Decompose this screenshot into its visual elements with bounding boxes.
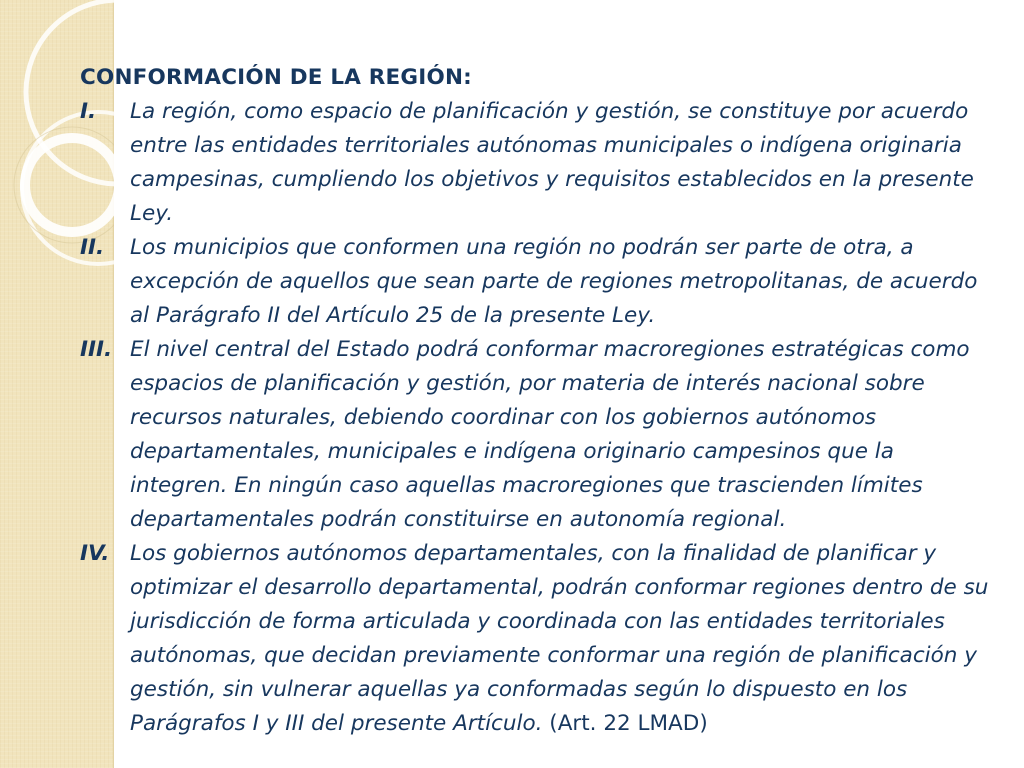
citation: (Art. 22 LMAD)	[542, 711, 708, 736]
list-item	[80, 95, 1000, 231]
item-text: El nivel central del Estado podrá conformar macroregiones estratégicas como espacios de planificación y gestión, por materia de interés nacional sobre recursos naturales, debiendo coordinar con los gobiernos autónomos departamentales, municipales e indígena originario campesinos que la integren. En ningún caso aquellas macroregiones que trascienden límites departamentales podrán constituirse en autonomía regional.	[130, 337, 970, 532]
item-text: Los gobiernos autónomos departamentales, con la finalidad de planificar y optimizar el desarrollo departamental, podrán conformar regiones dentro de su jurisdicción de forma articulada y coordinada con las entidades territoriales autónomas, que decidan previamente conformar una región de planificación y gestión, sin vulnerar aquellas ya conformadas según lo dispuesto en los Parágrafos I y III del presente Artículo.	[130, 541, 989, 736]
list-item	[80, 537, 1000, 741]
item-text: La región, como espacio de planificación y gestión, se constituye por acuerdo entre las entidades territoriales autónomas municipales o indígena originaria campesinas, cumpliendo los objetivos y requisitos establecidos en la presente Ley.	[130, 99, 974, 226]
item-number: II.	[80, 235, 105, 260]
slide-title: CONFORMACIÓN DE LA REGIÓN:	[80, 65, 472, 90]
item-text: Los municipios que conformen una región no podrán ser parte de otra, a excepción de aquellos que sean parte de regiones metropolitanas, de acuerdo al Parágrafo II del Artículo 25 de la presente Ley.	[130, 235, 978, 328]
slide-content	[80, 61, 1000, 741]
list-item	[80, 231, 1000, 333]
list-item	[80, 333, 1000, 537]
item-number: IV.	[80, 541, 110, 566]
item-text-with-citation	[130, 537, 1000, 741]
item-number: I.	[80, 99, 97, 124]
item-number: III.	[80, 337, 113, 362]
